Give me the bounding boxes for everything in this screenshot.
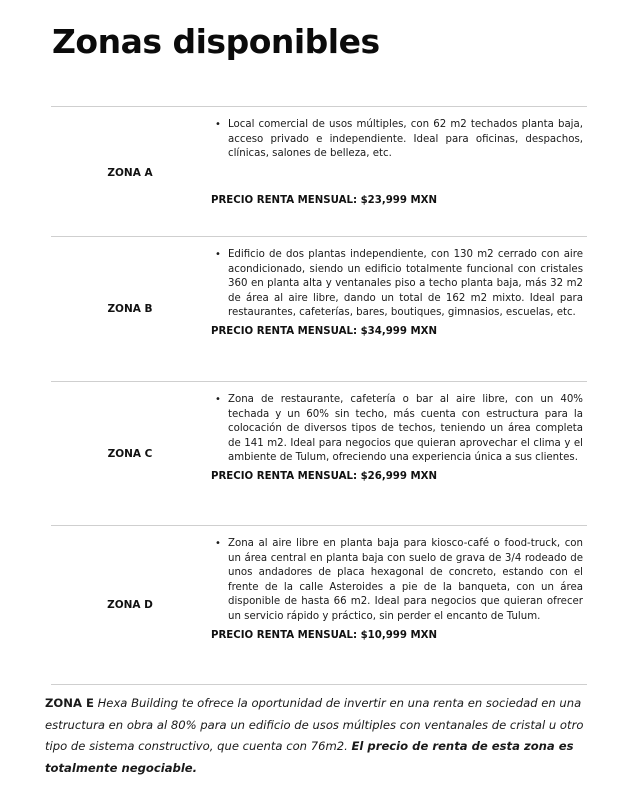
zone-description	[215, 248, 583, 321]
zone-row-a	[51, 106, 587, 236]
zone-description-text: Zona al aire libre en planta baja para kiosco-café o food-truck, con un área central en planta baja con suelo de grava de 3/4 rodeado de unos andadores de placa hexagonal de concreto, estando con el frente de la calle Asteroides a pie de la banqueta, con un área disponible de hasta 66 m2. Ideal para negocios que quieran ofrecer un servicio rápido y práctico, sin perder el encanto de Tulum.	[228, 538, 583, 622]
zone-description-text: Local comercial de usos múltiples, con 62 m2 techados planta baja, acceso privado e independiente. Ideal para oficinas, despachos, clínicas, salones de belleza, etc.	[228, 119, 583, 159]
zone-row-b	[51, 236, 587, 381]
zone-price: PRECIO RENTA MENSUAL: $10,999 MXN	[211, 630, 438, 641]
zone-label: ZONA A	[107, 166, 153, 179]
note-bold-text: El precio de renta de esta zona es totalmente negociable.	[45, 739, 574, 775]
zone-description-text: Edificio de dos plantas independiente, con 130 m2 cerrado con aire acondicionado, siendo un edificio totalmente funcional con cristales 360 en planta alta y ventanales piso a techo planta baja, más 32 m2 de área al aire libre, dando un total de 162 m2 mixto. Ideal para restaurantes, cafeterías, bares, boutiques, gimnasios, escuelas, etc.	[228, 249, 583, 318]
zone-price: PRECIO RENTA MENSUAL: $23,999 MXN	[211, 194, 438, 206]
zone-row-c	[51, 381, 587, 525]
zone-description-text: Zona de restaurante, cafetería o bar al aire libre, con un 40% techada y un 60% sin techo, más cuenta con estructura para la colocación de diversos tipos de techos, teniendo un área completa de 141 m2. Ideal para negocios que quieran aprovechar el clima y el ambiente de Tulum, ofreciendo una experiencia única a sus clientes.	[228, 394, 583, 463]
bullet-icon: •	[215, 119, 221, 130]
zone-row-d	[51, 525, 587, 685]
bullet-icon: •	[215, 249, 221, 260]
zone-price: PRECIO RENTA MENSUAL: $34,999 MXN	[211, 325, 438, 337]
bullet-icon: •	[215, 538, 221, 549]
note-label: ZONA E	[45, 696, 94, 710]
zone-description	[215, 393, 583, 466]
zone-description	[215, 537, 583, 624]
zone-label: ZONA B	[107, 303, 153, 315]
zone-body	[209, 526, 587, 684]
page-title: Zonas disponibles	[52, 22, 380, 61]
zone-label: ZONA C	[107, 447, 153, 460]
zona-e-note	[45, 693, 600, 779]
bullet-icon: •	[215, 394, 221, 405]
zone-body	[209, 237, 587, 381]
zone-body	[209, 107, 587, 236]
zones-table	[51, 106, 587, 685]
zone-description	[215, 118, 583, 162]
zone-label: ZONA D	[107, 599, 153, 611]
zone-price: PRECIO RENTA MENSUAL: $26,999 MXN	[211, 470, 438, 482]
note-text: Hexa Building te ofrece la oportunidad de invertir en una renta en sociedad en una estructura en obra al 80% para un edificio de usos múltiples con ventanales de cristal u otro tipo de sistema constructivo, que cuenta con 76m2.	[45, 696, 584, 753]
zone-body	[209, 382, 587, 525]
